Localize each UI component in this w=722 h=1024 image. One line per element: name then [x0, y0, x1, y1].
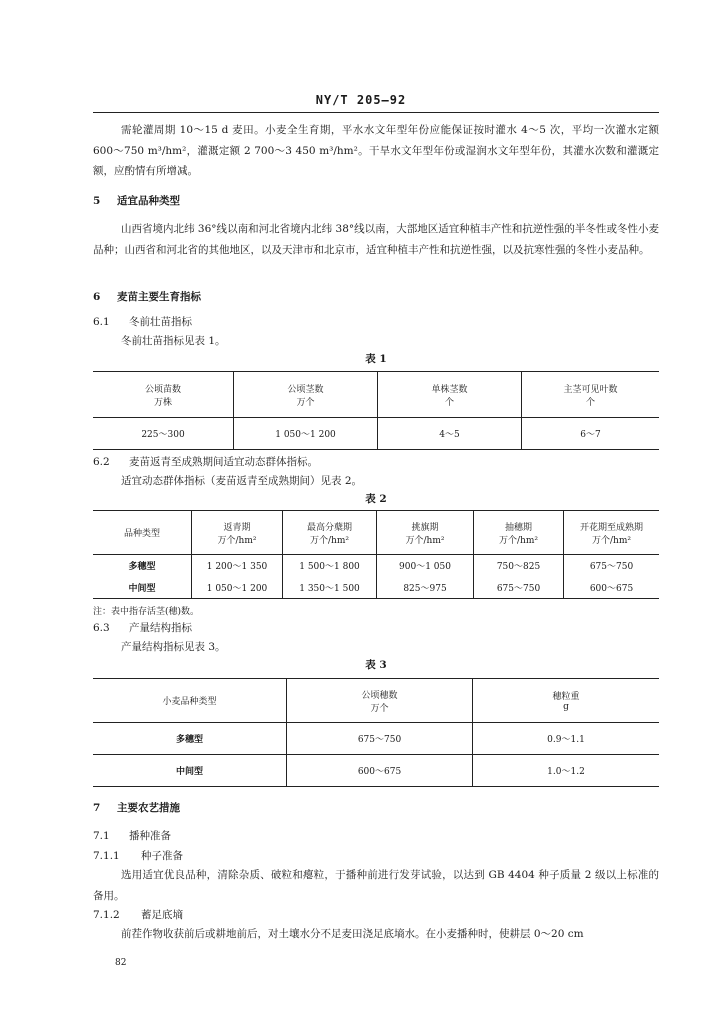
section-6-1-heading	[93, 312, 659, 333]
table-row-label: 中间型	[93, 755, 287, 787]
table-cell: 225～300	[93, 418, 234, 450]
table-2-note: 注：表中指存活茎(穗)数。	[93, 607, 200, 617]
header-rule	[93, 112, 659, 113]
section-number: 6	[93, 291, 101, 303]
table-cell: 1 050～1 200	[234, 418, 378, 450]
table-cell: 0.9～1.1	[473, 723, 660, 755]
section-number: 6.1	[93, 316, 110, 328]
table-header-cell: 返青期 万个/hm²	[192, 511, 283, 555]
section-title: 产量结构指标	[129, 622, 192, 634]
page-number: 82	[115, 958, 127, 968]
section-title: 适宜品种类型	[117, 195, 180, 207]
table-2	[93, 510, 659, 599]
table-cell: 750～825	[474, 555, 564, 577]
section-title: 蓄足底墒	[141, 909, 183, 921]
section-title: 主要农艺措施	[117, 802, 180, 814]
table-header-cell: 公顷茎数 万个	[234, 372, 378, 418]
section-title: 冬前壮苗指标	[129, 316, 192, 328]
table-cell: 1 500～1 800	[283, 555, 377, 577]
table-3	[93, 678, 659, 787]
table-cell: 1.0～1.2	[473, 755, 660, 787]
table-row	[93, 418, 659, 450]
table-header-cell: 主茎可见叶数 个	[522, 372, 660, 418]
section-number: 6.3	[93, 622, 110, 634]
table-cell: 4～5	[378, 418, 522, 450]
section-5-text: 山西省境内北纬 36°线以南和河北省境内北纬 38°线以南，大部地区适宜种植丰产性和抗逆性强的半冬性或冬性小麦品种；山西省和河北省的其他地区，以及天津市和北京市，适宜种植丰产性和抗逆性强，以及抗寒性强的冬性小麦品种。	[93, 223, 659, 256]
section-7-1-2-text: 前茬作物收获前后或耕地前后，对土壤水分不足麦田浇足底墒水。在小麦播种时，使耕层 0～20 cm	[121, 928, 584, 940]
section-number: 7.1.1	[93, 850, 120, 862]
table-cell: 1 350～1 500	[283, 577, 377, 599]
table-header-cell: 公顷苗数 万株	[93, 372, 234, 418]
table-corner-cell: 品种类型	[93, 511, 192, 555]
section-title: 种子准备	[141, 850, 183, 862]
section-title: 麦苗主要生育指标	[117, 291, 201, 303]
table-row	[93, 755, 659, 787]
table-2-caption: 表 2	[365, 493, 387, 505]
table-header-cell: 穗粒重 g	[473, 679, 660, 723]
table-cell: 600～675	[287, 755, 473, 787]
section-6-3-heading	[93, 618, 659, 639]
section-5-heading	[93, 191, 659, 212]
table-corner-cell: 小麦品种类型	[93, 679, 287, 723]
section-6-1-text: 冬前壮苗指标见表 1。	[121, 335, 226, 347]
table-header-cell: 公顷穗数 万个	[287, 679, 473, 723]
table-header-cell: 单株茎数 个	[378, 372, 522, 418]
section-title: 麦苗返青至成熟期间适宜动态群体指标。	[129, 456, 318, 468]
table-cell: 675～750	[589, 562, 634, 573]
section-7-1-1-heading	[93, 846, 659, 867]
table-cell: 825～975	[377, 577, 474, 599]
table-row	[93, 555, 659, 577]
section-number: 7.1	[93, 830, 110, 842]
table-row-label: 多穗型	[93, 555, 192, 577]
section-number: 7.1.2	[93, 909, 120, 921]
page-header-code: NY/T 205—92	[315, 93, 407, 107]
table-row-label: 多穗型	[93, 723, 287, 755]
table-cell: 1 200～1 350	[192, 555, 283, 577]
table-header-cell: 挑旗期 万个/hm²	[377, 511, 474, 555]
table-cell: 675～750	[474, 577, 564, 599]
table-row	[93, 723, 659, 755]
section-6-2-text: 适宜动态群体指标（麦苗返青至成熟期间）见表 2。	[121, 475, 363, 487]
table-cell: 900～1 050	[377, 555, 474, 577]
section-7-heading	[93, 798, 659, 819]
section-6-2-heading	[93, 452, 659, 473]
section-title: 播种准备	[129, 830, 171, 842]
table-header-cell: 抽穗期 万个/hm²	[474, 511, 564, 555]
table-row-label: 中间型	[93, 577, 192, 599]
table-cell: 6～7	[522, 418, 660, 450]
table-3-caption: 表 3	[365, 659, 387, 671]
paragraph-irrigation: 需轮灌周期 10～15 d 麦田。小麦全生育期，平水水文年型年份应能保证按时灌水 4～5 次，平均一次灌水定额 600～750 m³/hm²，灌溉定额 2 700～3 450 m³/hm²。干旱水文年型年份或湿润水文年型年份，其灌水次数和灌溉定额，应酌情有所增减。	[93, 124, 659, 177]
table-header-cell: 最高分蘖期 万个/hm²	[283, 511, 377, 555]
table-header-cell: 开花期至成熟期 万个/hm²	[564, 511, 660, 555]
table-cell: 1 050～1 200	[192, 577, 283, 599]
section-7-1-heading	[93, 826, 659, 847]
section-number: 7	[93, 802, 101, 814]
section-6-3-text: 产量结构指标见表 3。	[121, 641, 226, 653]
section-number: 6.2	[93, 456, 110, 468]
section-7-1-2-heading	[93, 905, 659, 926]
table-1-caption: 表 1	[365, 353, 387, 365]
section-7-1-1-text: 选用适宜优良品种，清除杂质、破粒和瘪粒，于播种前进行发芽试验，以达到 GB 4404 种子质量 2 级以上标准的备用。	[93, 869, 659, 902]
table-cell: 675～750	[287, 723, 473, 755]
section-number: 5	[93, 195, 101, 207]
table-1	[93, 371, 659, 450]
table-cell: 600～675	[564, 577, 660, 599]
section-6-heading	[93, 287, 659, 308]
table-row	[93, 577, 659, 599]
